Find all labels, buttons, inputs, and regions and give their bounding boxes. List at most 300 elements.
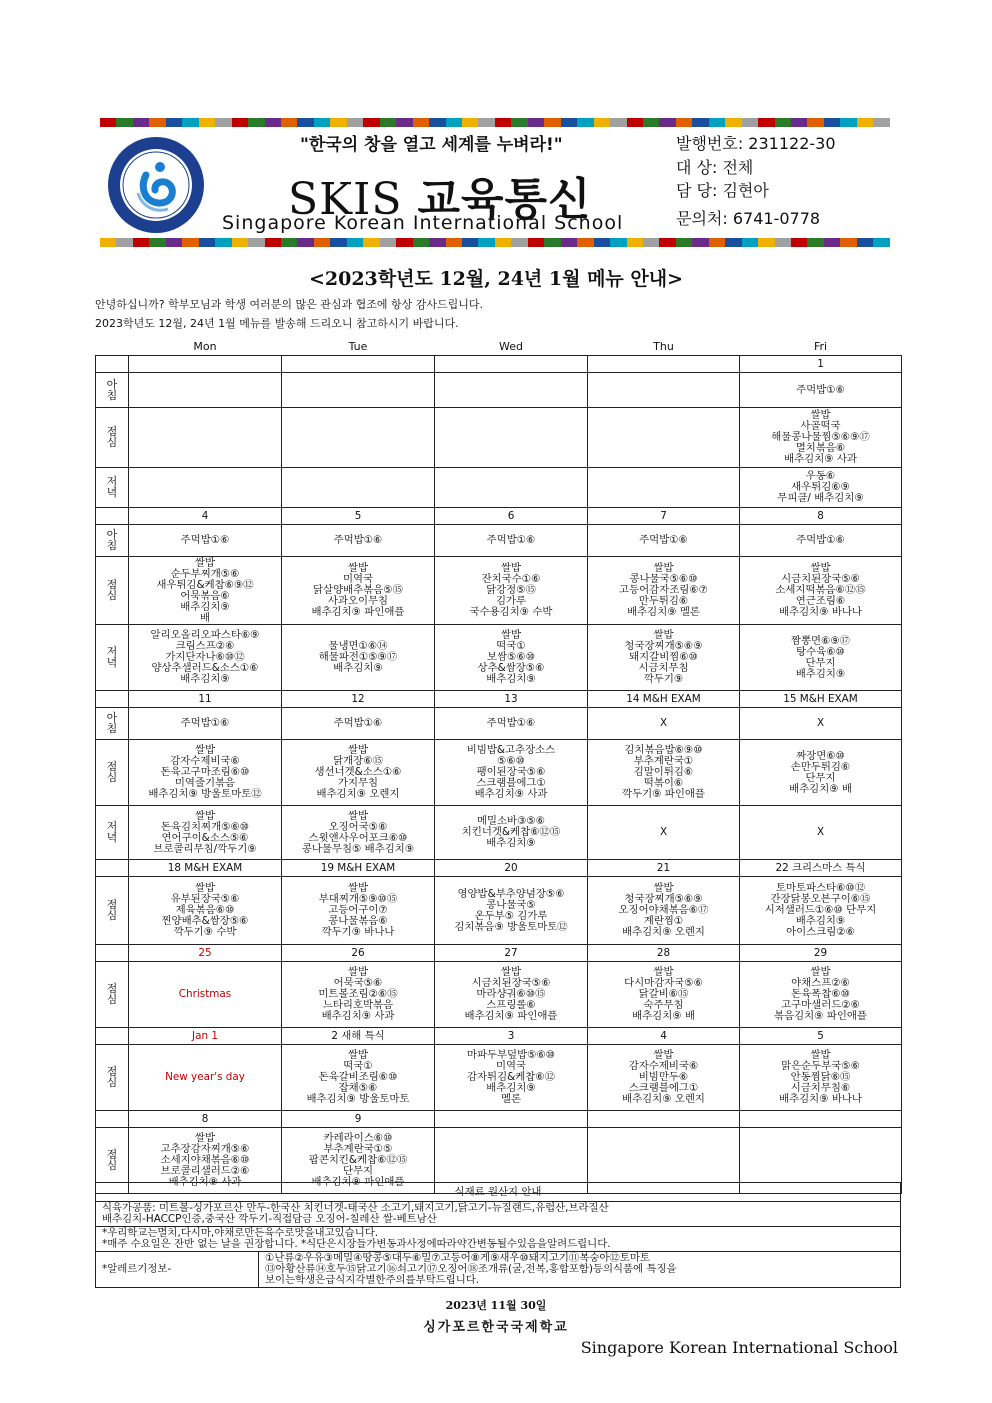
color-segment — [232, 118, 248, 127]
menu-item: 유부된장국⑤⑥ — [170, 893, 240, 905]
menu-item: 닭갈비⑥⑮ — [638, 988, 689, 1000]
menu-item: 쌀밥 — [653, 966, 674, 978]
color-segment — [676, 118, 692, 127]
menu-item: 소세지떡볶음⑥⑫⑮ — [775, 584, 866, 596]
color-segment — [643, 238, 659, 247]
color-segment — [166, 238, 182, 247]
menu-item: 주먹밥①⑥ — [333, 534, 383, 546]
menu-cell — [129, 557, 282, 625]
notes — [96, 1227, 901, 1252]
menu-cell — [282, 557, 435, 625]
meal-label — [96, 740, 129, 806]
date-cell: 8 — [129, 1111, 282, 1128]
color-segment — [215, 238, 231, 247]
page-heading: <2023학년도 12월, 24년 1월 메뉴 안내> — [308, 268, 684, 290]
menu-item: 쌀밥 — [653, 882, 674, 894]
color-segment — [791, 118, 807, 127]
date-cell: 5 — [740, 1028, 902, 1045]
menu-item: 제육볶음⑥⑩ — [175, 904, 235, 916]
menu-item: 새우튀김&케찹⑥⑨⑫ — [156, 578, 254, 591]
meal-row-dinner — [96, 625, 902, 691]
menu-item: 단무지 — [805, 771, 836, 784]
menu-item: 팝콘치킨&케찹⑥⑫⑮ — [308, 1154, 408, 1166]
color-segment — [577, 238, 593, 247]
menu-item: 떡국① — [496, 640, 526, 652]
color-segment — [528, 238, 544, 247]
color-segment — [215, 118, 231, 127]
menu-item: 배추김치⑨ 사과 — [321, 1010, 395, 1022]
color-segment — [544, 118, 560, 127]
color-segment — [232, 238, 248, 247]
menu-item: 배추김치⑨ — [180, 673, 230, 685]
meal-row-breakfast — [96, 373, 902, 408]
menu-item: 청국장찌개⑤⑥⑨ — [624, 640, 703, 652]
school-name-en-footer: Singapore Korean International School — [580, 1338, 898, 1357]
date-row-spacer — [96, 1028, 129, 1045]
menu-item: 고등어구이⑦ — [328, 904, 388, 916]
menu-cell — [129, 373, 282, 408]
color-segment — [561, 118, 577, 127]
menu-item: 깍두기⑨ 바나나 — [321, 926, 395, 938]
meal-row-lunch — [96, 962, 902, 1028]
menu-cell — [129, 468, 282, 508]
menu-item: 쌀밥 — [500, 966, 522, 978]
color-segment — [380, 118, 396, 127]
menu-item: 쌀밥 — [347, 744, 369, 756]
menu-cell — [129, 408, 282, 468]
meal-row-lunch — [96, 877, 902, 945]
color-segment — [742, 238, 758, 247]
color-segment — [824, 238, 840, 247]
color-segment — [297, 118, 313, 127]
date-cell: 26 — [282, 945, 435, 962]
menu-item: 닭살양배추볶음⑤⑮ — [313, 584, 403, 596]
title-en: SKIS — [288, 174, 403, 225]
color-segment — [692, 238, 708, 247]
menu-item: 어묵볶음⑥ — [180, 589, 230, 602]
meal-row-dinner — [96, 468, 902, 508]
menu-item: 쌀밥 — [194, 556, 216, 569]
menu-cell — [435, 373, 588, 408]
menu-item: 고구마샐러드②⑥ — [781, 999, 860, 1011]
menu-item: 맑은순두부국⑤⑥ — [781, 1060, 860, 1072]
menu-item: 배추김치⑨ — [486, 673, 536, 685]
date-cell: 22 크리스마스 특식 — [740, 860, 902, 877]
menu-item: 느타리호박볶음 — [322, 999, 394, 1011]
meal-label — [96, 708, 129, 740]
menu-item: 감자수제비국⑥ — [628, 1060, 699, 1072]
menu-item: Christmas — [178, 988, 232, 1000]
menu-item: 시금치무침⑥ — [790, 1082, 851, 1094]
date-cell: 3 — [435, 1028, 588, 1045]
menu-item: 아이스크림②⑥ — [786, 926, 855, 938]
menu-item: 토마토파스타⑥⑩⑫ — [775, 882, 866, 894]
menu-item: 사골떡국 — [800, 420, 841, 432]
menu-item: 단무지 — [805, 656, 836, 669]
meal-row-lunch — [96, 557, 902, 625]
menu-item: 주먹밥①⑥ — [180, 534, 230, 546]
menu-item: 쌀밥 — [194, 744, 216, 756]
color-segment — [166, 118, 182, 127]
meal-label-text: 점심 — [106, 425, 118, 449]
menu-item: 탕수육⑥⑩ — [796, 645, 845, 658]
menu-item: 시금치된장국⑤⑥ — [781, 573, 860, 585]
color-segment — [873, 118, 889, 127]
color-segment — [248, 238, 264, 247]
menu-cell — [435, 525, 588, 557]
menu-cell — [129, 740, 282, 806]
menu-cell — [588, 468, 740, 508]
menu-item: 가지단자나⑥⑩⑫ — [165, 651, 245, 663]
menu-item: 알리오올리오파스타⑥⑨ — [150, 629, 260, 641]
menu-item: 배추김치⑨ — [795, 667, 846, 680]
menu-item: 떡볶이⑥ — [643, 777, 684, 789]
day-tue: Tue — [348, 340, 368, 353]
title-ko: 교육통신 — [417, 174, 592, 225]
note-line: *매주 수요일은 잔반 없는 날을 권장합니다. *식단은시장들가변동과사정에따라약간변동될수있음을알려드립니다. — [102, 1238, 611, 1250]
color-segment — [396, 118, 412, 127]
color-segment — [692, 118, 708, 127]
menu-cell — [740, 877, 902, 945]
color-segment — [659, 238, 675, 247]
color-segment — [725, 238, 741, 247]
menu-item: 쌀밥 — [347, 809, 369, 822]
menu-item: 주먹밥①⑥ — [796, 534, 845, 546]
color-segment — [807, 118, 823, 127]
menu-cell — [282, 740, 435, 806]
meal-label — [96, 625, 129, 691]
menu-cell — [740, 408, 902, 468]
menu-item: 주먹밥①⑥ — [486, 717, 536, 729]
menu-cell — [282, 373, 435, 408]
menu-item: 브로콜리샐러드②⑥ — [160, 1165, 250, 1177]
date-row — [96, 691, 902, 708]
color-segment — [380, 238, 396, 247]
menu-item: 무피클/ 배추김치⑨ — [777, 492, 864, 504]
menu-cell — [282, 468, 435, 508]
date-cell — [740, 1111, 902, 1128]
menu-cell — [435, 806, 588, 860]
color-segment — [462, 118, 478, 127]
menu-item: 사과오이무침 — [327, 595, 389, 607]
menu-item: X — [816, 826, 825, 838]
menu-item: 부추계란국① — [633, 755, 694, 767]
issue-number: 발행번호: 231122-30 — [676, 134, 836, 153]
menu-item: 닭개장⑥⑮ — [333, 755, 383, 767]
menu-cell — [282, 408, 435, 468]
menu-item: 짜장면⑥⑩ — [796, 749, 845, 762]
menu-cell — [588, 625, 740, 691]
menu-cell — [435, 962, 588, 1028]
menu-item: 부추계란국①⑤ — [323, 1143, 393, 1155]
menu-item: 배추김치⑨ 바나나 — [779, 1093, 862, 1105]
date-cell: 9 — [282, 1111, 435, 1128]
menu-item: 깍두기⑨ 파인애플 — [622, 788, 705, 800]
date-cell: 4 — [588, 1028, 740, 1045]
color-segment — [330, 238, 346, 247]
menu-item: 소세지야채볶음⑥⑩ — [160, 1154, 250, 1166]
meal-label — [96, 806, 129, 860]
color-segment — [610, 238, 626, 247]
school-name-en: Singapore Korean International School — [222, 212, 624, 234]
menu-item: 깍두기⑨ — [643, 673, 684, 685]
date-row-spacer — [96, 356, 129, 373]
menu-item: 새우튀김⑥⑨ — [791, 481, 850, 493]
color-segment — [314, 238, 330, 247]
meal-label-text: 점심 — [106, 1148, 118, 1172]
color-segment — [857, 118, 873, 127]
menu-item: 쌀밥 — [347, 1049, 369, 1061]
color-segment — [100, 118, 116, 127]
note-line: *우리학교는멸치,다시마,야채로만든육수로맛을내고있습니다. — [102, 1227, 379, 1239]
menu-item: 찐양배추&쌈장⑤⑥ — [161, 915, 249, 927]
menu-item: 다시마감자국⑤⑥ — [624, 977, 703, 989]
color-segment — [791, 238, 807, 247]
menu-item: 주먹밥①⑥ — [180, 717, 230, 729]
menu-item: 볶음김치⑨ 파인애플 — [774, 1010, 867, 1022]
menu-cell — [740, 625, 902, 691]
menu-item: X — [659, 717, 668, 729]
meal-label — [96, 962, 129, 1028]
menu-item: 시금치된장국⑤⑥ — [471, 977, 551, 989]
menu-item: 연근조림⑥ — [795, 595, 846, 607]
menu-item: 영양밥&부추양념장⑤⑥ — [457, 887, 565, 900]
menu-cell — [435, 468, 588, 508]
color-segment — [627, 238, 643, 247]
slogan: "한국의 창을 열고 세계를 누벼라!" — [300, 135, 563, 155]
menu-cell — [740, 740, 902, 806]
menu-item: 짬뽕면⑥⑨⑰ — [790, 634, 851, 647]
menu-item: 브로콜리무침/깍두기⑨ — [153, 842, 257, 855]
menu-item: 돈육김치찌개⑤⑥⑩ — [160, 820, 250, 833]
menu-item: 온두부⑤ 김가루 — [474, 909, 548, 922]
menu-item: 부대찌개⑤⑨⑩⑮ — [318, 893, 398, 905]
menu-item: X — [816, 717, 825, 729]
color-segment — [199, 238, 215, 247]
color-segment — [528, 118, 544, 127]
color-segment — [478, 238, 494, 247]
menu-item: 배추김치⑨ 사과 — [474, 788, 548, 800]
meal-label-text: 저녁 — [106, 645, 118, 669]
origin-line: 배추김치-HACCP인증,중국산 깍두기-직접담금 오징어-칠레산 쌀-베트남산 — [102, 1213, 437, 1225]
top-color-bar — [100, 118, 890, 127]
menu-item: ⑤⑥⑩ — [497, 755, 525, 767]
menu-item: 콩나물국⑤ — [486, 898, 536, 911]
date-cell: 6 — [435, 508, 588, 525]
color-segment — [478, 118, 494, 127]
meal-label — [96, 525, 129, 557]
meal-row-lunch — [96, 740, 902, 806]
allergy-line: ①난류②우유③메밀④땅콩⑤대두⑥밀⑦고등어⑧게⑨새우⑩돼지고기⑪복숭아⑫토마토 — [265, 1252, 650, 1264]
color-segment — [807, 238, 823, 247]
color-segment — [561, 238, 577, 247]
menu-item: 김말이튀김⑥ — [633, 766, 694, 778]
menu-item: 콩나물볶음⑥ — [328, 915, 388, 927]
meal-label-text: 점심 — [106, 578, 118, 602]
color-segment — [659, 118, 675, 127]
color-segment — [100, 238, 116, 247]
menu-cell — [740, 525, 902, 557]
menu-item: 카레라이스⑥⑩ — [323, 1132, 393, 1144]
menu-item: 스크램블에그① — [628, 1082, 699, 1094]
menu-cell — [129, 625, 282, 691]
menu-item: 물냉면①⑥⑭ — [328, 640, 388, 652]
weekday-header — [96, 338, 902, 356]
greeting-line-2: 2023학년도 12월, 24년 1월 메뉴를 발송해 드리오니 참고하시기 바랍니다. — [95, 317, 459, 330]
menu-item: 잔치국수①⑥ — [481, 573, 541, 585]
menu-item: 쌀밥 — [810, 1049, 831, 1061]
meal-label — [96, 373, 129, 408]
menu-cell — [129, 708, 282, 740]
color-segment — [709, 118, 725, 127]
date-cell: 21 — [588, 860, 740, 877]
meal-row-breakfast — [96, 525, 902, 557]
menu-item: New year's day — [165, 1071, 245, 1083]
menu-cell — [435, 877, 588, 945]
menu-item: 배추김치⑨ 사과 — [784, 453, 857, 465]
menu-cell — [588, 962, 740, 1028]
meal-label-text: 점심 — [106, 982, 118, 1006]
school-logo — [106, 135, 206, 235]
meal-row-lunch — [96, 408, 902, 468]
menu-cell — [282, 708, 435, 740]
menu-item: 청국장찌개⑤⑥⑨ — [624, 893, 703, 905]
menu-item: 시금치무침 — [638, 662, 689, 674]
issue-date: 2023년 11월 30일 — [445, 1299, 547, 1312]
menu-item: 콩나물국⑤⑥⑩ — [629, 573, 698, 585]
date-row — [96, 508, 902, 525]
color-segment — [149, 238, 165, 247]
menu-item: 김치볶음⑨ 방울토마토⑫ — [454, 920, 568, 933]
menu-cell — [129, 877, 282, 945]
menu-item: 배추김치⑨ 파인애플 — [311, 1176, 405, 1188]
menu-cell — [435, 557, 588, 625]
color-segment — [627, 118, 643, 127]
menu-cell — [129, 1045, 282, 1111]
menu-item: 쌀밥 — [500, 562, 522, 574]
menu-cell — [435, 708, 588, 740]
menu-item: 해물파전①⑤⑨⑰ — [318, 651, 398, 663]
meal-label-text: 아침 — [106, 711, 118, 735]
menu-item: 상추&쌈장⑤⑥ — [477, 662, 545, 674]
color-segment — [725, 118, 741, 127]
color-segment — [775, 118, 791, 127]
menu-item: 순두부찌개⑤⑥ — [170, 567, 240, 580]
menu-item: 쌀밥 — [500, 629, 522, 641]
menu-item: 배추김치⑨ — [180, 600, 230, 613]
menu-cell — [740, 557, 902, 625]
menu-item: 주먹밥①⑥ — [639, 534, 688, 546]
color-segment — [297, 238, 313, 247]
menu-item: 김가루 — [495, 595, 527, 607]
menu-item: 쌀밥 — [194, 882, 216, 894]
color-segment — [363, 118, 379, 127]
menu-cell — [282, 806, 435, 860]
meal-label — [96, 408, 129, 468]
date-row — [96, 860, 902, 877]
color-segment — [314, 118, 330, 127]
menu-item: 멸치볶음⑥ — [795, 442, 846, 454]
menu-cell — [129, 962, 282, 1028]
date-cell — [282, 356, 435, 373]
menu-item: 배추김치⑨ 오렌지 — [622, 926, 705, 938]
menu-item: 배추김치⑨ 파인애플 — [464, 1010, 558, 1022]
menu-cell — [740, 962, 902, 1028]
date-row — [96, 1028, 902, 1045]
meal-label-text: 아침 — [106, 528, 118, 552]
meal-label — [96, 877, 129, 945]
date-cell: 8 — [740, 508, 902, 525]
menu-item: 연어구이&소스⑤⑥ — [161, 831, 249, 844]
menu-item: 미역국 — [495, 1060, 527, 1072]
color-segment — [413, 238, 429, 247]
day-mon: Mon — [193, 340, 217, 353]
menu-cell — [588, 373, 740, 408]
date-row-spacer — [96, 860, 129, 877]
menu-item: 멜론 — [500, 1093, 522, 1105]
color-segment — [594, 238, 610, 247]
menu-item: 쌀밥 — [347, 882, 369, 894]
menu-item: 시저샐러드①⑥⑩ 단무지 — [764, 904, 877, 916]
menu-item: 돈육폭찹⑥⑩ — [791, 988, 850, 1000]
color-segment — [116, 238, 132, 247]
color-segment — [840, 238, 856, 247]
menu-cell — [282, 625, 435, 691]
menu-item: 계란찜① — [643, 915, 684, 927]
date-cell: 4 — [129, 508, 282, 525]
menu-cell — [588, 740, 740, 806]
menu-item: 배추김치⑨ 방울토마토 — [306, 1093, 410, 1105]
menu-item: 해물콩나물찜⑤⑥⑨⑰ — [771, 431, 870, 443]
color-segment — [281, 118, 297, 127]
menu-cell — [740, 373, 902, 408]
menu-item: 배추김치⑨ 파인애플 — [311, 606, 405, 618]
menu-item: 생선너겟&소스①⑥ — [314, 766, 402, 778]
menu-cell — [282, 525, 435, 557]
date-row-spacer — [96, 691, 129, 708]
color-segment — [363, 238, 379, 247]
menu-item: 안동찜닭⑥⑮ — [790, 1071, 851, 1083]
date-cell: 19 M&H EXAM — [282, 860, 435, 877]
meal-label-text: 점심 — [106, 760, 118, 784]
menu-item: 배추김치⑨ 바나나 — [779, 606, 862, 618]
menu-item: 잡채⑤⑥ — [338, 1082, 378, 1094]
menu-item: 주먹밥①⑥ — [796, 383, 845, 396]
menu-cell — [588, 806, 740, 860]
date-cell — [588, 1111, 740, 1128]
menu-cell — [588, 408, 740, 468]
menu-item: 마파두부덮밥⑤⑥⑩ — [466, 1049, 556, 1061]
menu-item: 크림스프②⑥ — [175, 640, 235, 652]
color-segment — [594, 118, 610, 127]
greeting-line-1: 안녕하십니까? 학부모님과 학생 여러분의 많은 관심과 협조에 항상 감사드립니다. — [95, 298, 483, 311]
school-name-ko: 싱가포르한국국제학교 — [423, 1320, 569, 1335]
menu-item: 고등어감자조림⑥⑦ — [619, 584, 708, 596]
menu-item: 배추김치⑨ 오렌지 — [622, 1093, 705, 1105]
menu-item: 배추김치⑨ 방울토마토⑫ — [148, 788, 262, 800]
menu-cell — [588, 877, 740, 945]
color-segment — [182, 238, 198, 247]
menu-item: 스프링롤⑥ — [486, 999, 536, 1011]
meal-label — [96, 557, 129, 625]
menu-item: 가지무침 — [337, 777, 379, 789]
color-segment — [413, 118, 429, 127]
menu-item: 배추김치⑨ 배 — [789, 782, 852, 795]
menu-item: 오징어국⑤⑥ — [328, 820, 388, 833]
date-row — [96, 1111, 902, 1128]
menu-item: 보쌈⑤⑥⑩ — [486, 651, 536, 663]
meal-label-text: 점심 — [106, 898, 118, 922]
